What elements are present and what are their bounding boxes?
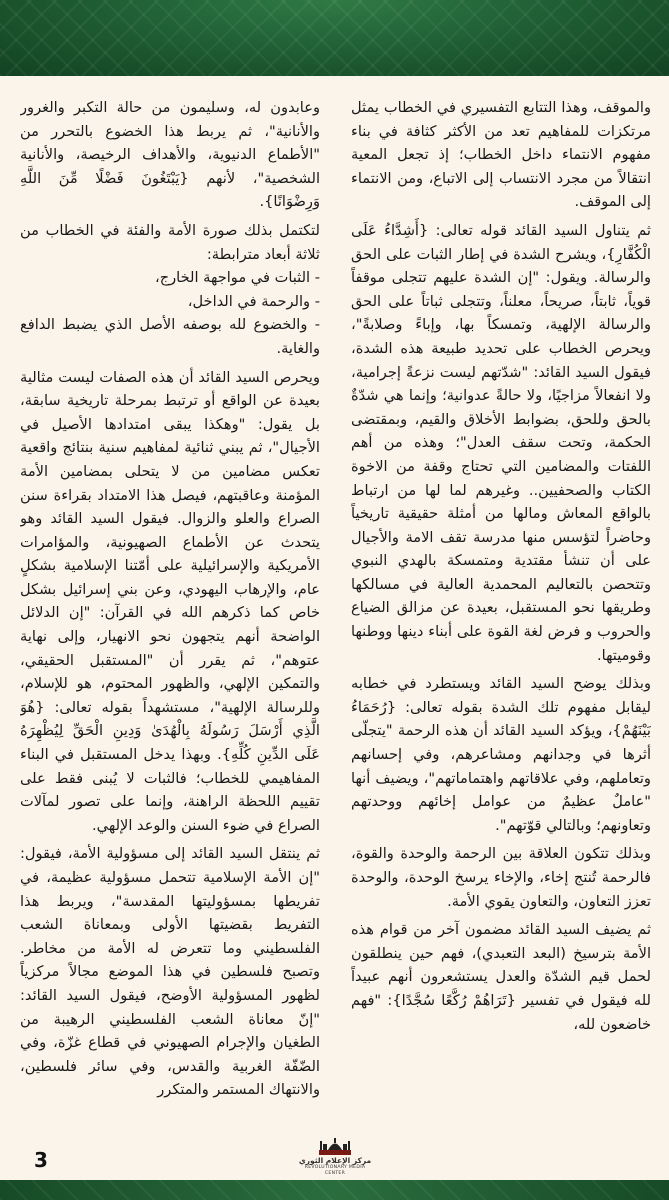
article-column-right bbox=[351, 96, 651, 1142]
paragraph: وعابدون له، وسليمون من حالة التكبر والغرور والأنانية"، ثم يربط هذا الخضوع بالتحرر من "الأطماع الدنيوية، والأهداف الرخيصة، والأنانية الشخصية"، لأنهم {يَبْتَغُونَ فَضْلًا مِّنَ اللَّهِ وَرِضْوَانًا}. bbox=[20, 99, 320, 211]
paragraph: ثم يضيف السيد القائد مضمون آخر من قوام هذه الأمة بترسيخ (البعد التعبدي)، فهم حين ينطلقون لحمل قيم الشدّة والعدل يستشعرون أنهم عبيداً لله فيقول في تفسير {تَرَاهُمْ رُكَّعًا سُجَّدًا}: "فهم خاضعون لله، bbox=[351, 921, 651, 1033]
paragraph: لتكتمل بذلك صورة الأمة والفئة في الخطاب من ثلاثة أبعاد مترابطة: bbox=[20, 221, 320, 263]
publisher-logo bbox=[288, 1136, 382, 1180]
footer-ornament-band bbox=[0, 1180, 669, 1200]
list-item: - والخضوع لله بوصفه الأصل الذي يضبط الدافع والغاية. bbox=[20, 316, 320, 357]
list-item: - والرحمة في الداخل، bbox=[187, 292, 320, 310]
paragraph: ويحرص السيد القائد أن هذه الصفات ليست مثالية بعيدة عن الواقع أو ترتبط بمرحلة تاريخية سابقة، بل يقول: "وهكذا يبقى امتدادها الأصيل في الأجيال"، ثم يبني ثنائية لمفاهيم سنية بنتائج واقعية تعكس مضامين من لا يتحلى بمضامين الأمة المؤمنة وعاقبتهم، فيصل هذا الامتداد بقراءة سنن الصراع والعلو والزوال. فيقول السيد القائد وهو يتحدث عن الأطماع الصهيونية، والمؤامرات الأمريكية والإسرائيلية على أمّتنا الإسلامية بشكلٍ عام، والإرهاب اليهودي، وعن بني إسرائيل بشكل خاص كما ذكرهم الله في القرآن: "إن الدلائل الواضحة أنهم يتجهون نحو الانهيار، وإلى نهاية عتوهم"، ثم يقرر أن "المستقبل الحقيقي، والتمكين الإلهي، والظهور المحتوم، هو للإسلام، وللرسالة الإلهية"، مستشهداً بقوله تعالى: {هُوَ الَّذِي أَرْسَلَ رَسُولَهُ بِالْهُدَىٰ وَدِينِ الْحَقِّ لِيُظْهِرَهُ عَلَى الدِّينِ كُلِّهِ}. وبهذا يدخل المستقبل في البناء المفاهيمي للخطاب؛ فالثبات لا يُبنى فقط على تقييم اللحظة الراهنة، وإنما على تصور لمآلات الصراع في ضوء السنن والوعد الإلهي. bbox=[20, 368, 320, 834]
list-item: - الثبات في مواجهة الخارج، bbox=[155, 269, 320, 287]
paragraph: والموقف، وهذا التتابع التفسيري في الخطاب يمثل مرتكزات للمفاهيم تعد من الأكثر كثافة في بناء مفهوم الانتماء داخل الخطاب؛ إذ تجعل المعية انتقالاً من مجرد الانتساب إلى الاتباع، ومن الانتماء إلى الموقف. bbox=[351, 99, 651, 211]
paragraph: ثم ينتقل السيد القائد إلى مسؤولية الأمة، فيقول: "إن الأمة الإسلامية تتحمل مسؤولية عظيمة، في تفريطها بمسؤوليتها المقدسة"، ويربط هذا التفريط بقضيتها الأولى وبمعاناة الشعب الفلسطيني وما تتعرض له الأمة من مخاطر. وتصبح فلسطين في هذا الموضع مجالاً مركزياً لظهور المسؤولية الأوضح، فيقول السيد القائد: "إنّ معاناة الشعب الفلسطيني الرهيبة من الطغيان والإجرام الصهيوني في قطاع غزّة، وفي الضّفّة الغربية والقدس، وفي سائر فلسطين، والانتهاك المستمر والمتكرر bbox=[20, 845, 320, 1099]
page-number: 3 bbox=[34, 1148, 48, 1172]
logo-arabic-text: مركز الإعلام الثوري bbox=[298, 1156, 372, 1165]
paragraph: وبذلك تتكون العلاقة بين الرحمة والوحدة والقوة، فالرحمة تُنتج إخاء، والإخاء يرسخ الوحدة، والوحدة تعزز التعاون، والتعاون يقوي الأمة. bbox=[351, 845, 651, 910]
paragraph: ثم يتناول السيد القائد قوله تعالى: {أَشِدَّاءُ عَلَى الْكُفَّارِ}، ويشرح الشدة في إطار الثبات على الحق والرسالة. ويقول: "إن الشدة عليهم تتجلى موقفاً قوياً، ثابتاً، صريحاً، معلناً، وتتجلى ثباتاً على الحق والرسالة الإلهية، وتمسكاً بها، وإباءً وصلابةً"، ويحرص الخطاب على تحديد طبيعة هذه الشدة، فيقول السيد القائد: "شدّتهم ليست نزعةً إجرامية، ولا انفعالاً مزاجيًا، ولا حالةً عدوانية؛ وإنما هي شدّةٌ بالحق وللحق، بضوابط الأخلاق والقيم، وبمقتضى الحكمة، وتحت سقف العدل"؛ وهذه من أهم اللفتات والمضامين التي تحتاج وقفة من الاخوة الكتاب والصحفيين.. وغيرهم لما لها من ارتباط بالواقع المعاش ومالها من أمثلة حقيقية تاريخياً وحاضراً لتؤسس منها مدرسة تقف الامة والأجيال على أن تنشأ مقتدية ومتمسكة بالهدي النبوي وتتحصن بالتعاليم المحمدية العالية في مسالكها وطريقها نحو المستقبل، بعيدة عن مزالق الضياع والحروب و فرض لغة القوة على أبناء دينها ووطنها وقوميتها. bbox=[351, 221, 651, 664]
article-column-left bbox=[20, 96, 320, 1142]
mosque-logo-icon bbox=[317, 1136, 353, 1156]
paragraph: وبذلك يوضح السيد القائد ويستطرد في خطابه ليقابل مفهوم تلك الشدة بقوله تعالى: {رُحَمَاءُ بَيْنَهُمْ}، ويؤكد السيد القائد أن هذه الرحمة "يتجلّى أثرها في وجدانهم ومشاعرهم، وفي إحسانهم وتعاملهم، وفي علاقاتهم واهتماماتهم"، ويضيف أنها "عاملٌ عظيمٌ من عوامل إخائهم ووحدتهم وتعاونهم؛ وبالتالي قوّتهم". bbox=[351, 675, 651, 834]
header-ornament-band bbox=[0, 0, 669, 76]
logo-english-text: REVOLUTIONARY MEDIA CENTER bbox=[304, 1165, 366, 1176]
